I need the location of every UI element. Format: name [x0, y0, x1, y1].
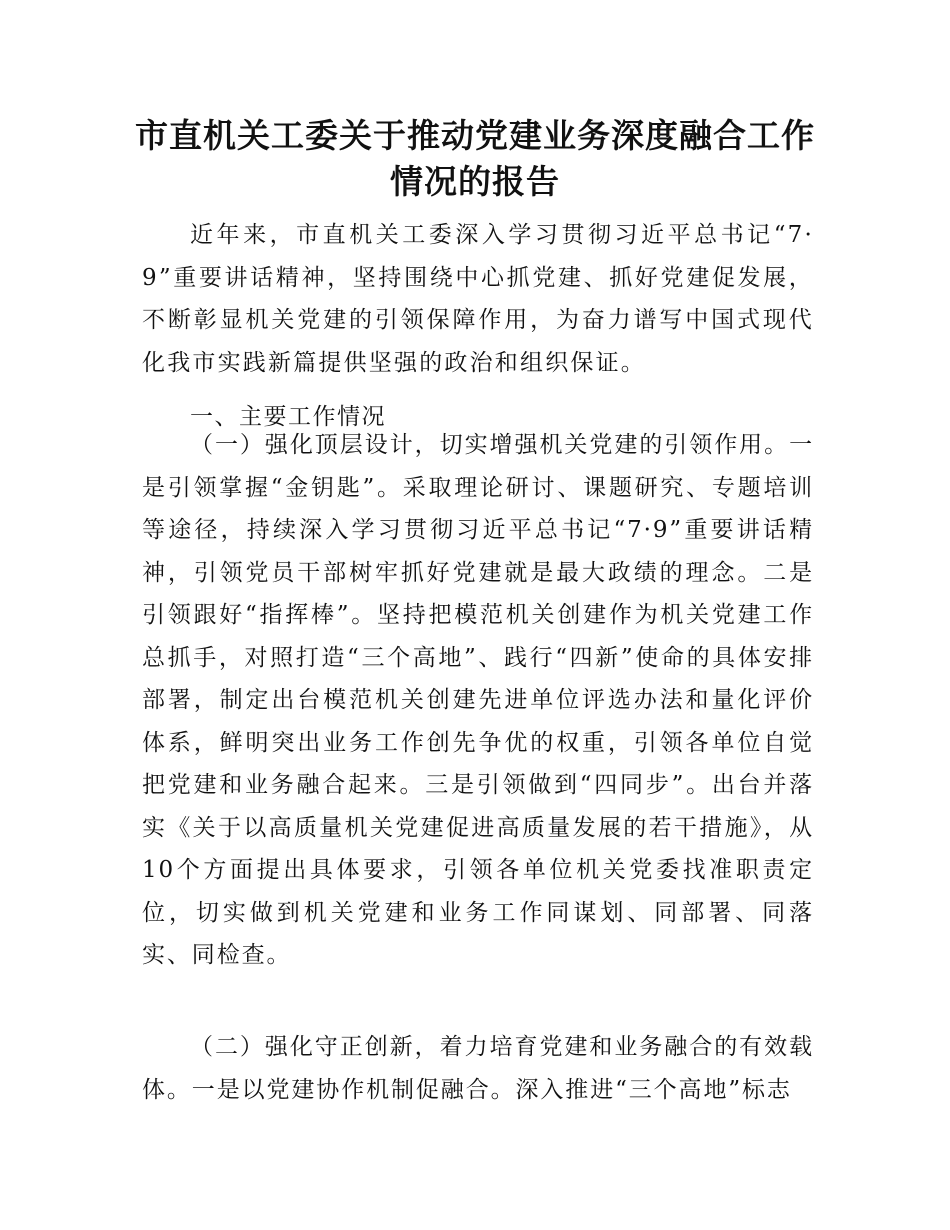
- intro-paragraph: 近年来，市直机关工委深入学习贯彻习近平总书记“7·9”重要讲话精神，坚持围绕中心抓党建、抓好党建促发展，不断彰显机关党建的引领保障作用，为奋力谱写中国式现代化我市实践新篇提供坚强的政治和组织保证。: [142, 222, 814, 376]
- document-title-line-2: 情况的报告: [390, 162, 560, 201]
- section-item-top-level-design: （一）强化顶层设计，切实增强机关党建的引领作用。一是引领掌握“金钥匙”。采取理论研讨、课题研究、专题培训等途径，持续深入学习贯彻习近平总书记“7·9”重要讲话精神，引领党员干部树牢抓好党建就是最大政绩的理念。二是引领跟好“指挥棒”。坚持把模范机关创建作为机关党建工作总抓手，对照打造“三个高地”、践行“四新”使命的具体安排部署，制定出台模范机关创建先进单位评选办法和量化评价体系，鲜明突出业务工作创先争优的权重，引领各单位自觉把党建和业务融合起来。三是引领做到“四同步”。出台并落实《关于以高质量机关党建促进高质量发展的若干措施》，从10个方面提出具体要求，引领各单位机关党委找准职责定位，切实做到机关党建和业务工作同谋划、同部署、同落实、同检查。: [142, 432, 814, 968]
- section-item-innovation: （二）强化守正创新，着力培育党建和业务融合的有效载体。一是以党建协作机制促融合。深入推进“三个高地”标志: [142, 1034, 814, 1103]
- document-title-line-1: 市直机关工委关于推动党建业务深度融合工作: [135, 116, 815, 155]
- section-heading-main-work: 一、主要工作情况: [190, 404, 386, 430]
